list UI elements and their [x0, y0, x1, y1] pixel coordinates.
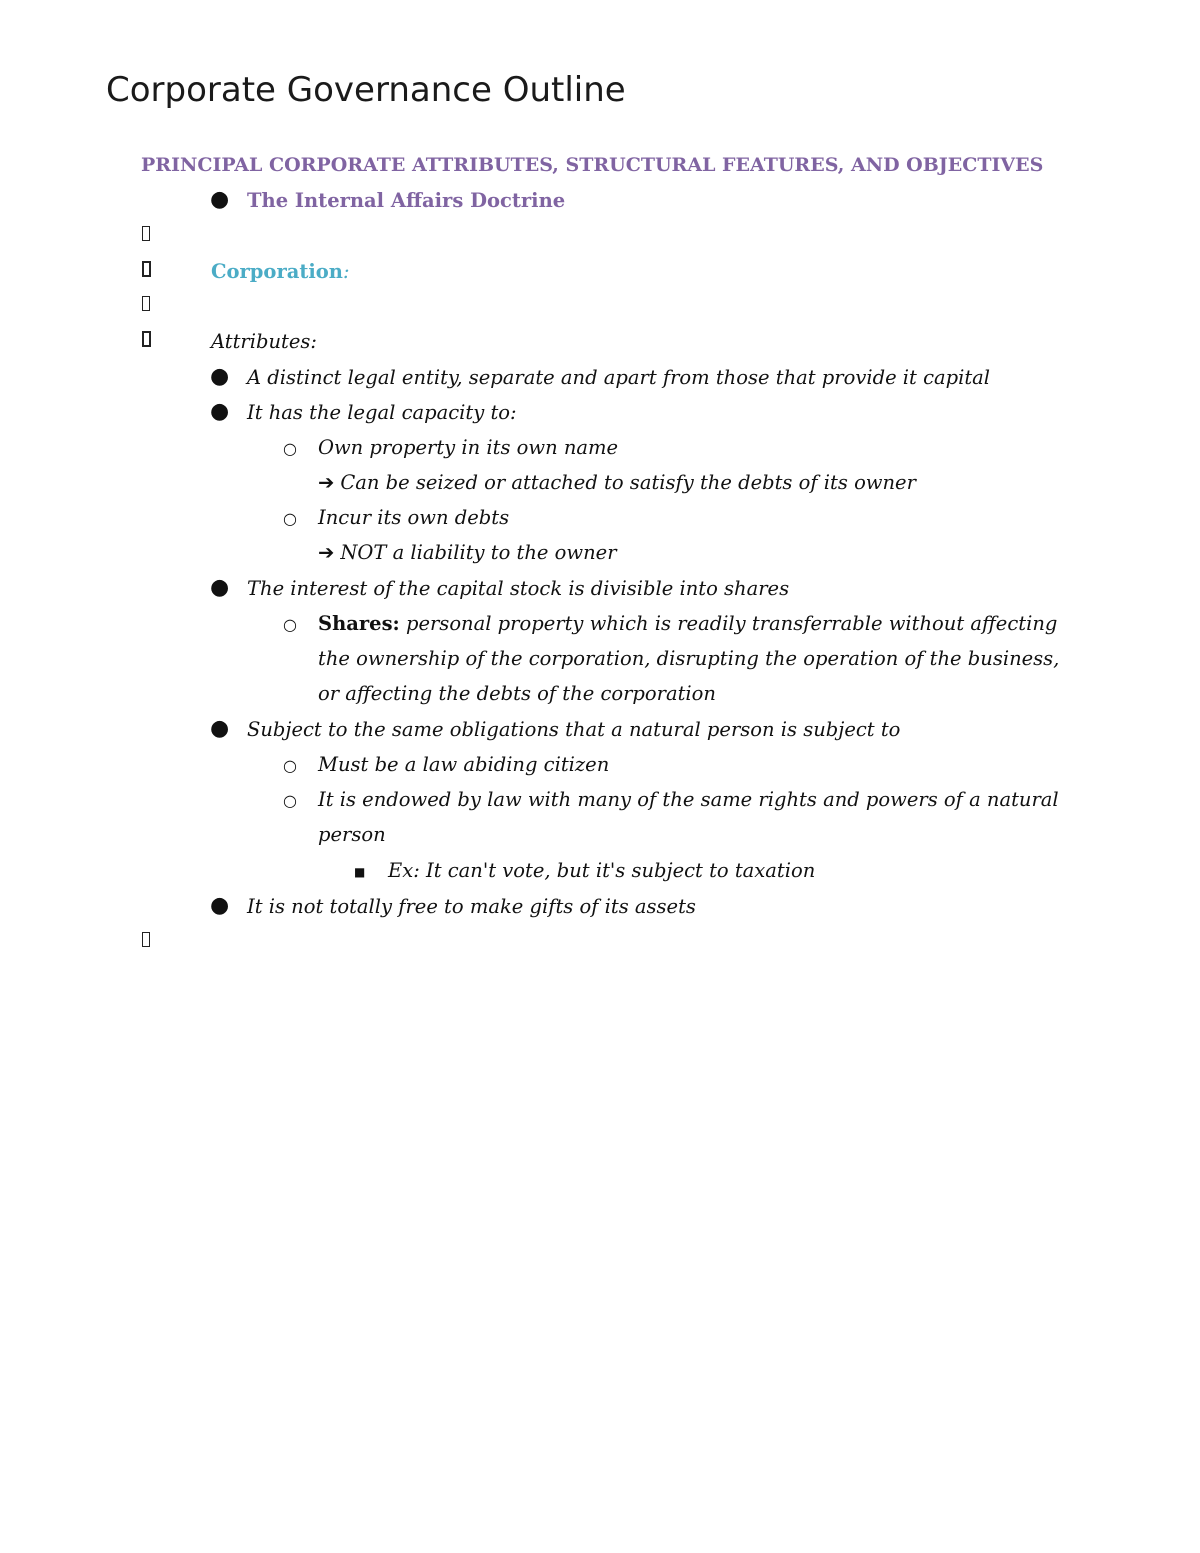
list-item: It is not totally free to make gifts of its assets: [247, 895, 696, 918]
bullet-dot: ●: [210, 364, 230, 389]
placeholder-glyph: [142, 932, 150, 947]
document-title: Corporate Governance Outline: [106, 70, 626, 110]
bullet-circle: ○: [283, 509, 297, 528]
sub-heading: The Internal Affairs Doctrine: [247, 189, 566, 212]
placeholder-glyph: [142, 261, 151, 277]
attributes-label: Attributes:: [211, 330, 317, 353]
placeholder-glyph: [142, 296, 150, 311]
list-item: It has the legal capacity to:: [247, 401, 517, 424]
section-heading: PRINCIPAL CORPORATE ATTRIBUTES, STRUCTURAL FEATURES, AND OBJECTIVES: [141, 154, 1044, 176]
bullet-dot: ●: [210, 893, 230, 918]
list-item-note: ➔ Can be seized or attached to satisfy the debts of its owner: [318, 471, 916, 494]
list-item: Must be a law abiding citizen: [318, 753, 610, 776]
arrow-icon: ➔: [318, 471, 335, 494]
bullet-circle: ○: [283, 615, 297, 634]
list-item: The interest of the capital stock is divisible into shares: [247, 577, 790, 600]
list-item: Ex: It can't vote, but it's subject to taxation: [388, 859, 816, 882]
bullet-square: ■: [354, 865, 366, 879]
list-item: A distinct legal entity, separate and apart from those that provide it capital: [247, 366, 991, 389]
list-item-continuation: the ownership of the corporation, disrupting the operation of the business,: [318, 647, 1060, 670]
placeholder-glyph: [142, 226, 150, 241]
list-item: Shares: personal property which is readily transferrable without affecting: [318, 612, 1058, 635]
arrow-icon: ➔: [318, 541, 335, 564]
bullet-dot: ●: [210, 716, 230, 741]
placeholder-glyph: [142, 331, 151, 347]
bullet-circle: ○: [283, 756, 297, 775]
bullet-circle: ○: [283, 791, 297, 810]
list-item: It is endowed by law with many of the same rights and powers of a natural: [318, 788, 1059, 811]
bullet-dot: ●: [210, 187, 230, 212]
list-item: Subject to the same obligations that a natural person is subject to: [247, 718, 901, 741]
list-item: Own property in its own name: [318, 436, 619, 459]
list-item-continuation: person: [318, 823, 386, 846]
bullet-circle: ○: [283, 439, 297, 458]
bullet-dot: ●: [210, 399, 230, 424]
bullet-dot: ●: [210, 575, 230, 600]
list-item-continuation: or affecting the debts of the corporation: [318, 682, 716, 705]
shares-term: Shares:: [318, 612, 400, 635]
corporation-label: Corporation:: [211, 260, 350, 283]
list-item-note: ➔ NOT a liability to the owner: [318, 541, 617, 564]
list-item: Incur its own debts: [318, 506, 510, 529]
